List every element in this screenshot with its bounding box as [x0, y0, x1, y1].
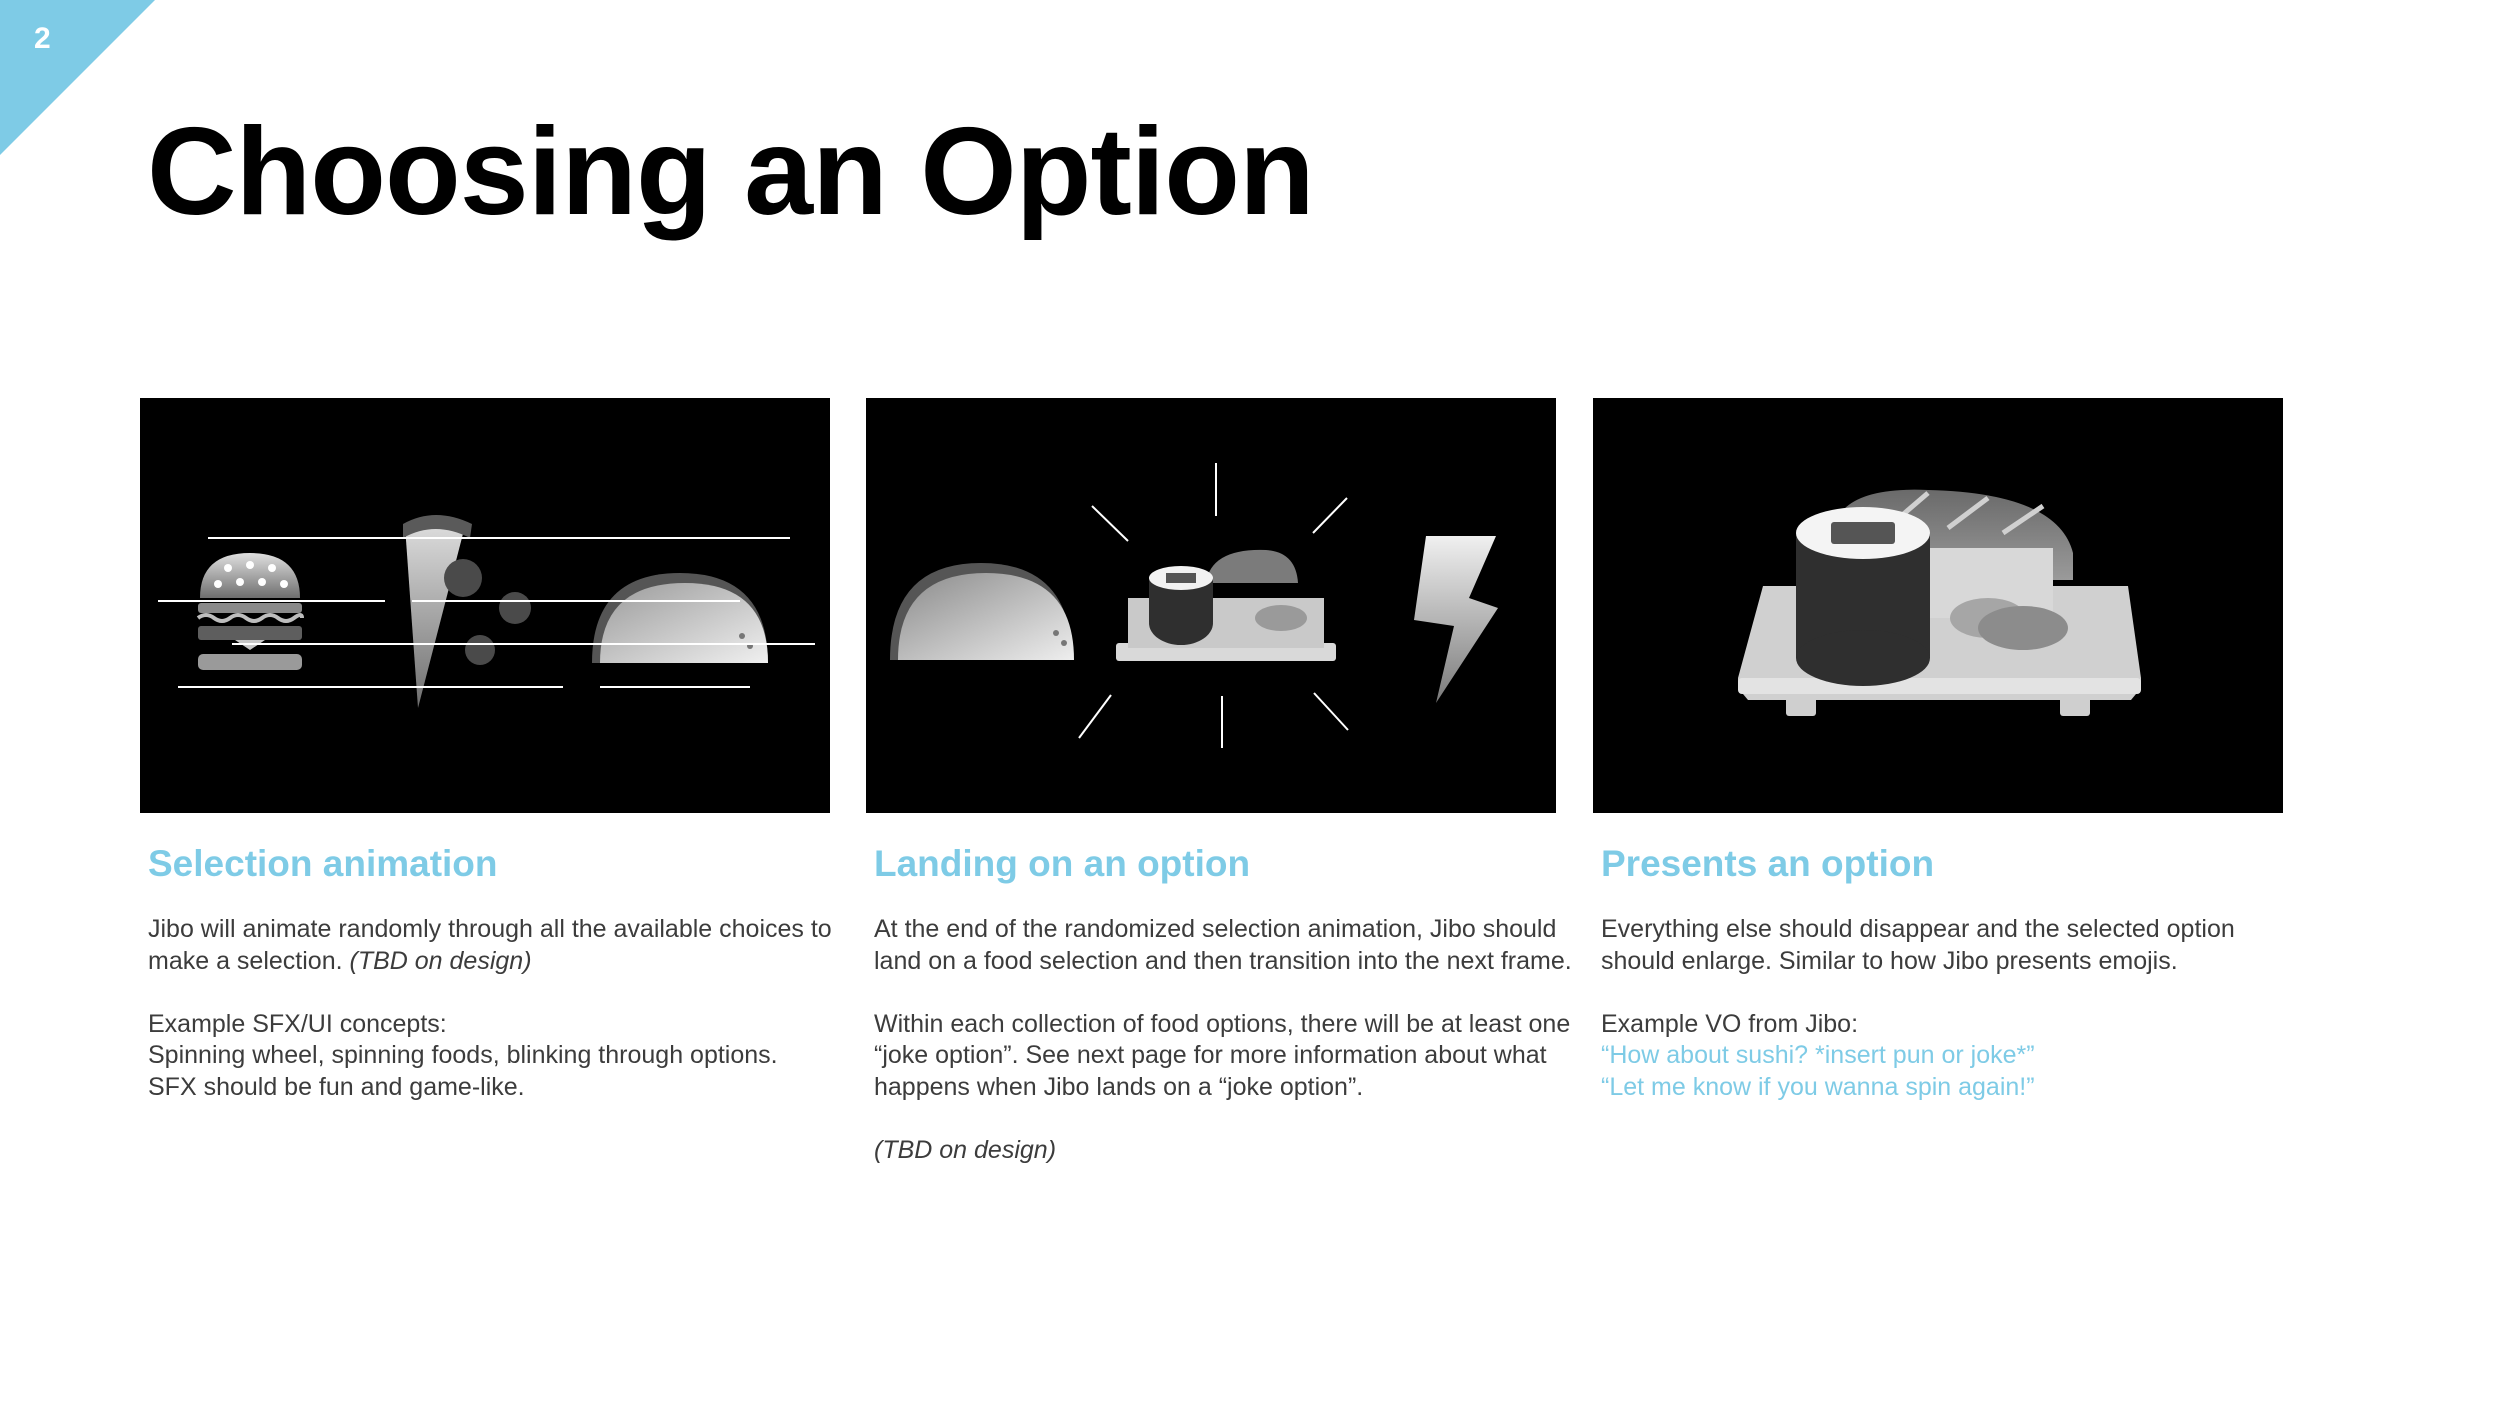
sushi-icon — [1738, 490, 2141, 716]
section-body: Everything else should disappear and the selected option should enlarge. Similar to how Jibo presents emojis. — [1601, 915, 2235, 975]
selection-animation-image — [140, 398, 830, 813]
burger-icon — [198, 553, 302, 670]
examples-line: Spinning wheel, spinning foods, blinking through options. — [148, 1041, 778, 1069]
taco-icon — [592, 573, 768, 663]
section-heading: Presents an option — [1601, 843, 1935, 884]
present-option-section — [1601, 840, 2301, 1103]
section-heading: Selection animation — [148, 843, 498, 884]
selection-animation-section — [148, 840, 848, 1103]
present-option-image — [1593, 398, 2283, 813]
landing-option-section — [874, 840, 1574, 1166]
taco-icon — [890, 563, 1074, 660]
section-body: Within each collection of food options, there will be at least one “joke option”. See next page for more information about what happens when Jibo lands on a “joke option”. — [874, 1009, 1571, 1101]
tbd-note: (TBD on design) — [874, 1135, 1057, 1164]
page-title: Choosing an Option — [147, 103, 1314, 241]
section-heading: Landing on an option — [874, 843, 1251, 884]
examples-line: SFX should be fun and game-like. — [148, 1072, 525, 1101]
section-body: At the end of the randomized selection animation, Jibo should land on a food selection and then transition into the next frame. — [874, 915, 1572, 975]
landing-option-image — [866, 398, 1556, 813]
pizza-icon — [385, 515, 531, 708]
sushi-icon — [1116, 550, 1336, 661]
lightning-icon — [1414, 536, 1498, 703]
vo-label: Example VO from Jibo: — [1601, 1009, 1859, 1038]
section-body: Jibo will animate randomly through all the available choices to make a selection. (TBD on design) — [148, 915, 832, 975]
page-corner-tab — [0, 0, 155, 155]
vo-quote: “How about sushi? *insert pun or joke*” — [1601, 1041, 2035, 1069]
page-number: 2 — [34, 22, 51, 55]
vo-quote: “Let me know if you wanna spin again!” — [1601, 1072, 2035, 1101]
examples-label: Example SFX/UI concepts: — [148, 1009, 447, 1038]
tbd-note: (TBD on design) — [349, 946, 532, 975]
